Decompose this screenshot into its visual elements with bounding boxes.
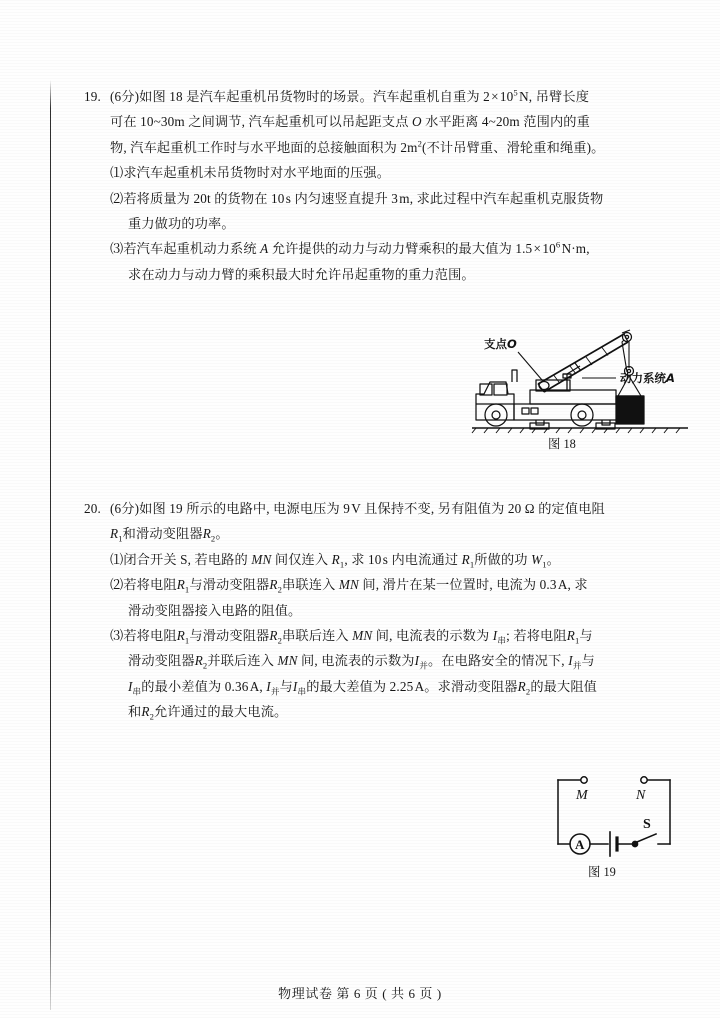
figure-19-caption: 图 19 — [588, 865, 616, 879]
wheel-rear — [571, 404, 593, 426]
terminal-n-dot — [641, 777, 647, 783]
suspended-load — [616, 396, 644, 424]
question-19 — [84, 84, 650, 287]
question-20-part-3-line-1: ⑶若将电阻$R_1$与滑动变阻器$R_2$串联后连入 MN 间, 电流表的示数为 $I_串$; 若将电阻$R_1$与 — [110, 628, 593, 646]
question-20-stem-line-1: 20. (6分)如图 19 所示的电路中, 电源电压为 9 V 且保持不变, 另有阻值为 20 Ω 的定值电阻 — [84, 496, 650, 521]
chassis-detail-b — [531, 408, 538, 414]
question-19-part-2-line-1: ⑵若将质量为 20t 的货物在 10 s 内匀速竖直提升 3 m, 求此过程中汽车起重机克服货物 — [110, 190, 604, 206]
question-20-part-2-line-2: 滑动变阻器接入电路的阻值。 — [128, 602, 302, 618]
question-20 — [84, 496, 650, 725]
question-20-number: 20. — [84, 501, 101, 516]
switch-blade — [637, 834, 656, 842]
ammeter-label: A — [575, 837, 585, 852]
question-19-stem-line-3: 物, 汽车起重机工作时与水平地面的总接触面积为 $2m^2$(不计吊臂重、滑轮重和绳重)。 — [110, 138, 605, 155]
wheel-front — [485, 404, 507, 426]
truck-cab — [476, 382, 514, 420]
boom-upper-rail — [544, 342, 628, 392]
question-20-stem-line-2: $R_1$和滑动变阻器$R_2$。 — [110, 526, 229, 545]
chassis-detail-a — [522, 408, 529, 414]
question-19-number: 19. — [84, 89, 101, 104]
fulcrum-label: 支点O — [484, 337, 517, 351]
question-19-part-2-line-2: 重力做功的功率。 — [128, 216, 235, 232]
figure-18 — [470, 312, 690, 462]
question-19-part-3-line-1: ⑶若汽车起重机动力系统 A 允许提供的动力与动力臂乘积的最大值为 1.5 × $10^6$ N·m, — [110, 240, 590, 257]
question-20-part-3-line-3: $I_串$的最小差值为 0.36 A, $I_并$与$I_串$的最大差值为 2.25 A。求滑动变阻器$R_2$的最大阻值 — [128, 678, 597, 697]
question-20-marks: (6分) — [110, 501, 140, 516]
page-footer: 物理试卷 第 6 页 ( 共 6 页 ) — [278, 986, 442, 1001]
question-19-part-1: ⑴求汽车起重机未吊货物时对水平地面的压强。 — [110, 165, 391, 181]
question-19-stem-line-1: 19. (6分)如图 18 是汽车起重机吊货物时的场景。汽车起重机自重为 2 × $10^5$ N, 吊臂长度 — [84, 84, 650, 109]
fulcrum-leader-line — [518, 352, 542, 380]
terminal-m-label: M — [576, 788, 588, 803]
terminal-m-dot — [581, 777, 587, 783]
question-20-part-2-line-1: ⑵若将电阻$R_1$与滑动变阻器$R_2$串联连入 MN 间, 滑片在某一位置时, 电流为 0.3 A, 求 — [110, 577, 588, 595]
question-20-part-3-line-2: 滑动变阻器$R_2$并联后连入 MN 间, 电流表的示数为$I_并$。在电路安全的情况下, $I_并$与 — [128, 653, 595, 672]
exhaust-stack — [512, 370, 517, 382]
circuit-illustration — [540, 766, 690, 866]
question-19-marks: (6分) — [110, 89, 140, 104]
terminal-n-label: N — [636, 788, 646, 803]
figure-18-caption: 图 18 — [548, 437, 576, 451]
question-19-stem-line-2: 可在 10~30m 之间调节, 汽车起重机可以吊起距支点 O 水平距离 4~20m 范围内的重 — [110, 114, 590, 130]
question-19-part-3-line-2: 求在动力与动力臂的乘积最大时允许吊起重物的重力范围。 — [128, 266, 475, 282]
question-20-part-1: ⑴闭合开关 S, 若电路的 MN 间仅连入 $R_1$, 求 10 s 内电流通过 $R_1$所做的功 $W_1$。 — [110, 551, 561, 570]
figure-19 — [540, 766, 690, 886]
binding-margin-line — [50, 80, 51, 1010]
cab-window-right — [494, 384, 507, 395]
crane-illustration — [470, 312, 690, 444]
boom-lower-rail — [538, 334, 624, 384]
power-system-label: 动力系统A — [620, 371, 675, 385]
switch-label: S — [643, 817, 651, 832]
turret-deck — [530, 390, 616, 404]
question-20-part-3-line-4: 和$R_2$允许通过的最大电流。 — [128, 704, 288, 722]
truck-chassis — [514, 404, 620, 420]
ground-hatching — [472, 428, 680, 433]
